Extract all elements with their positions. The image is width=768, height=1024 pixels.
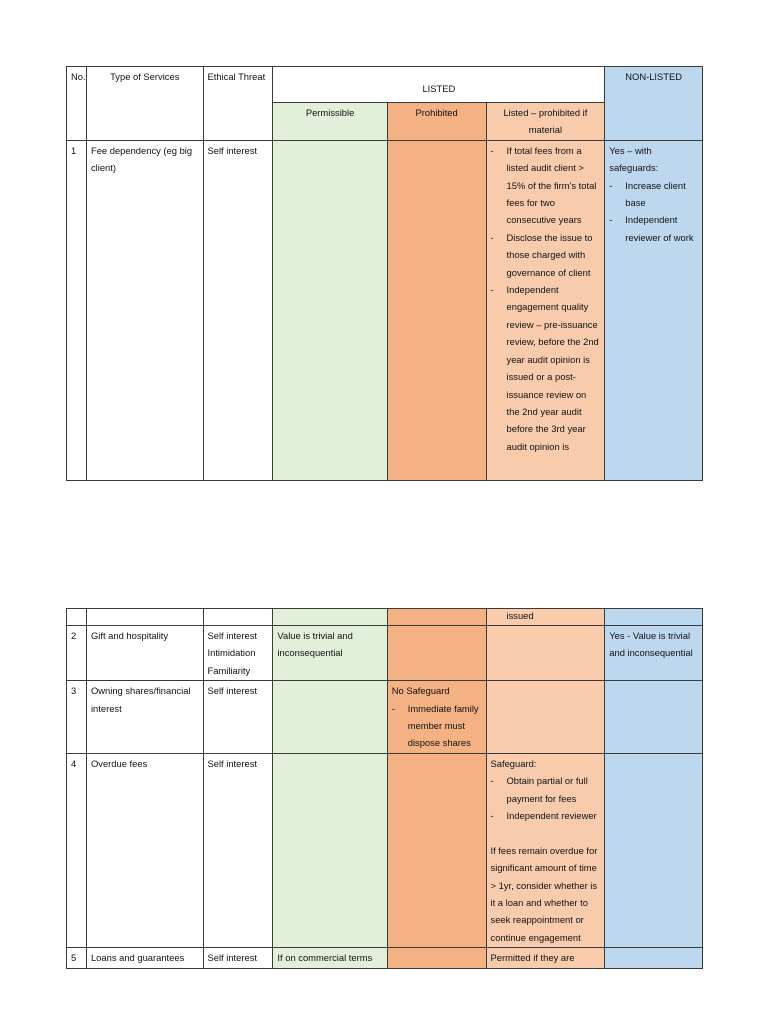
non-listed-intro: Yes – with safeguards:	[609, 144, 659, 174]
ethical-threat: Self interest	[203, 948, 273, 968]
row-number: 2	[67, 626, 87, 681]
permissible-cell: Value is trivial and inconsequential	[273, 626, 387, 681]
listed-prohibited-cell: Permitted if they are	[486, 948, 605, 968]
bullet-list	[491, 772, 601, 824]
header-listed-prohibited-if-material: Listed – prohibited if material	[486, 103, 605, 141]
non-listed-cell	[605, 948, 703, 968]
header-listed: LISTED	[273, 67, 605, 103]
table-row	[67, 140, 703, 480]
continuation-text: issued	[506, 610, 534, 621]
overdue-note: If fees remain overdue for significant amount of time > 1yr, consider whether is it a loan and whether to seek reappointment or continue engagement	[490, 844, 598, 943]
table-row	[67, 681, 703, 754]
prohibited-cell	[387, 626, 486, 681]
list-item: - Independent reviewer	[491, 807, 601, 824]
row-number: 5	[67, 948, 87, 968]
service-type: Owning shares/financial interest	[86, 681, 203, 754]
non-listed-cell	[605, 681, 703, 754]
ethical-threat: Self interest	[203, 753, 273, 947]
list-item: - Increase client base	[609, 177, 698, 212]
header-no: No.	[67, 67, 87, 141]
header-prohibited: Prohibited	[387, 103, 486, 141]
bullet-list	[392, 700, 482, 752]
prohibited-intro: No Safeguard	[391, 685, 450, 697]
list-item: - Disclose the issue to those charged with governance of client	[491, 229, 601, 281]
header-permissible: Permissible	[273, 103, 387, 141]
ethical-threat: Self interest	[203, 681, 273, 754]
listed-prohibited-cell	[486, 753, 605, 947]
list-item: - If total fees from a listed audit client > 15% of the firm's total fees for two consecutive years	[491, 142, 601, 229]
bullet-list	[609, 177, 698, 247]
prohibited-cell	[387, 948, 486, 968]
header-ethical-threat: Ethical Threat	[203, 67, 273, 141]
permissible-cell	[273, 681, 387, 754]
table-row	[67, 626, 703, 681]
row-number: 3	[67, 681, 87, 754]
row-number: 1	[67, 140, 87, 480]
prohibited-cell	[387, 140, 486, 480]
header-type-of-services: Type of Services	[86, 67, 203, 141]
listed-prohibited-cell	[486, 626, 605, 681]
list-item: - Independent engagement quality review – pre-issuance review, before the 2nd year audit opinion is issued or a post-issuance review on the 2nd year audit before the 3rd year audit opinion is	[491, 281, 601, 455]
ethics-table-page-bottom	[66, 608, 703, 969]
listed-prohibited-cell	[486, 140, 605, 480]
bullet-list	[491, 142, 601, 455]
continuation-row	[67, 609, 703, 626]
permissible-cell: If on commercial terms	[273, 948, 387, 968]
ethical-threat: Self interest Intimidation Familiarity	[203, 626, 273, 681]
header-non-listed: NON-LISTED	[605, 67, 703, 141]
ethics-table-page-top	[66, 66, 703, 481]
service-type: Loans and guarantees	[86, 948, 203, 968]
non-listed-cell	[605, 753, 703, 947]
non-listed-cell: Yes - Value is trivial and inconsequential	[605, 626, 703, 681]
list-item: - Immediate family member must dispose shares	[392, 700, 482, 752]
service-type: Fee dependency (eg big client)	[86, 140, 203, 480]
header-row	[67, 67, 703, 103]
ethical-threat: Self interest	[203, 140, 273, 480]
prohibited-cell	[387, 681, 486, 754]
permissible-cell	[273, 140, 387, 480]
service-type: Gift and hospitality	[86, 626, 203, 681]
permissible-cell	[273, 753, 387, 947]
service-type: Overdue fees	[86, 753, 203, 947]
listed-prohibited-cell	[486, 681, 605, 754]
non-listed-cell	[605, 140, 703, 480]
list-item: - Independent reviewer of work	[609, 211, 698, 246]
safeguard-intro: Safeguard:	[490, 757, 537, 769]
row-number: 4	[67, 753, 87, 947]
table-row	[67, 753, 703, 947]
table-row	[67, 948, 703, 968]
list-item: - Obtain partial or full payment for fees	[491, 772, 601, 807]
prohibited-cell	[387, 753, 486, 947]
